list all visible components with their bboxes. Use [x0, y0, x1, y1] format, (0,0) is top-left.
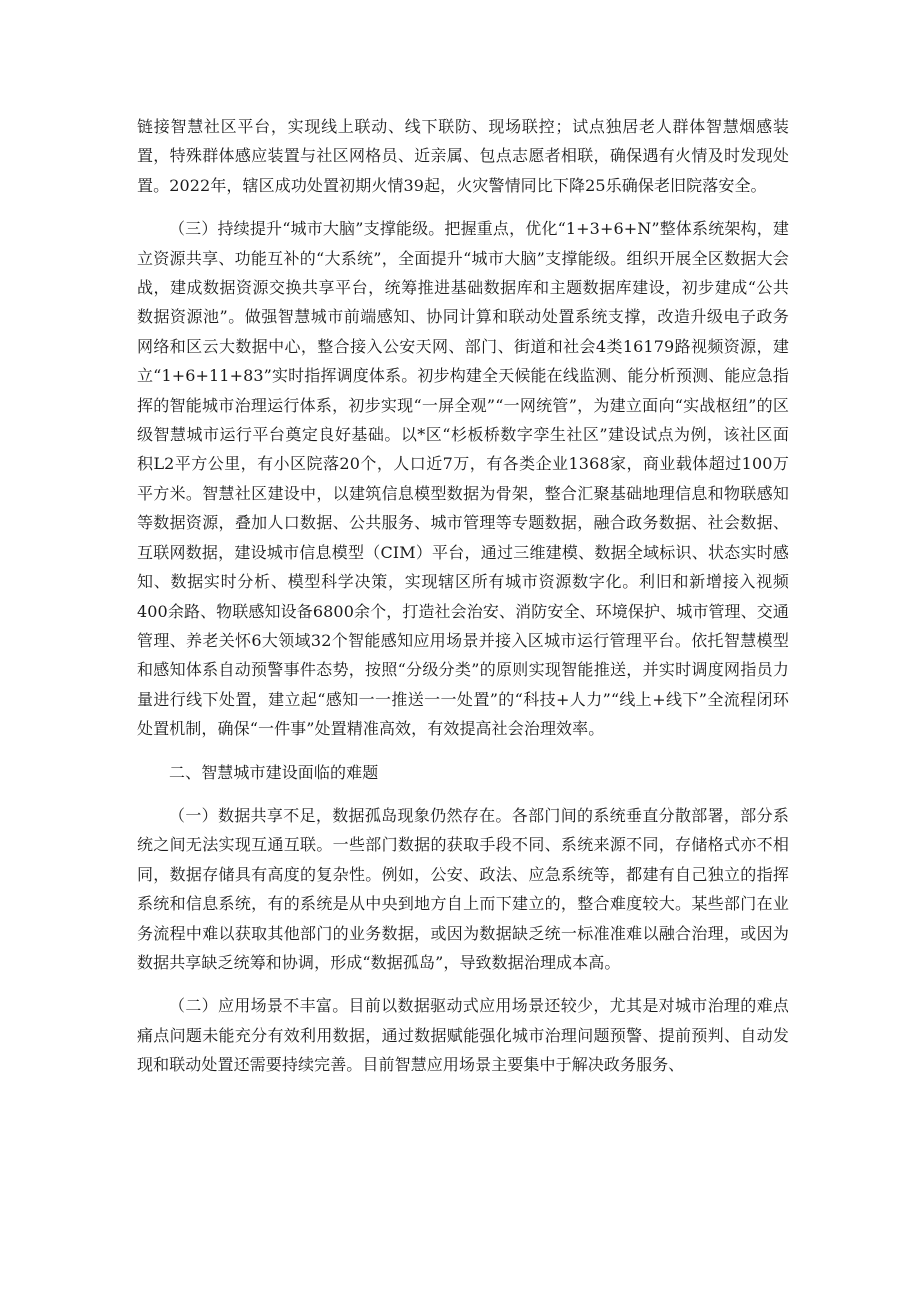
document-body	[137, 112, 789, 1094]
paragraph-continuation: 链接智慧社区平台，实现线上联动、线下联防、现场联控；试点独居老人群体智慧烟感装置，特殊群体感应装置与社区网格员、近亲属、包点志愿者相联，确保遇有火情及时发现处置。2022年，辖区成功处置初期火情39起，火灾警情同比下降25乐确保老旧院落安全。	[137, 117, 789, 195]
paragraph-application-scenarios: （二）应用场景不丰富。目前以数据驱动式应用场景还较少，尤其是对城市治理的难点痛点问题未能充分有效利用数据，通过数据赋能强化城市治理问题预警、提前预判、自动发现和联动处置还需要持续完善。目前智慧应用场景主要集中于解决政务服务、	[137, 996, 789, 1075]
paragraph-city-brain: （三）持续提升“城市大脑”支撑能级。把握重点，优化“1+3+6+N”整体系统架构，建立资源共享、功能互补的“大系统”，全面提升“城市大脑”支撑能级。组织开展全区数据大会战，建成数据资源交换共享平台，统筹推进基础数据库和主题数据库建设，初步建成“公共数据资源池”。做强智慧城市前端感知、协同计算和联动处置系统支撑，改造升级电子政务网络和区云大数据中心，整合接入公安天网、部门、街道和社会4类16179路视频资源，建立“1+6+11+83”实时指挥调度体系。初步构建全天候能在线监测、能分析预测、能应急指挥的智能城市治理运行体系，初步实现“一屏全观”“一网统管”，为建立面向“实战枢纽”的区级智慧城市运行平台奠定良好基础。以*区“杉板桥数字孪生社区”建设试点为例，该社区面积L2平方公里，有小区院落20个，人口近7万，有各类企业1368家，商业载体超过100万平方米。智慧社区建设中，以建筑信息模型数据为骨架，整合汇聚基础地理信息和物联感知等数据资源，叠加人口数据、公共服务、城市管理等专题数据，融合政务数据、社会数据、互联网数据，建设城市信息模型（CIM）平台，通过三维建模、数据全域标识、状态实时感知、数据实时分析、模型科学决策，实现辖区所有城市资源数字化。利旧和新增接入视频400余路、物联感知设备6800余个，打造社会治安、消防安全、环境保护、城市管理、交通管理、养老关怀6大领域32个智能感知应用场景并接入区城市运行管理平台。依托智慧模型和感知体系自动预警事件态势，按照“分级分类”的原则实现智能推送，并实时调度网指员力量进行线下处置，建立起“感知一一推送一一处置”的“科技+人力”“线上+线下”全流程闭环处置机制，确保“一件事”处置精准高效，有效提高社会治理效率。	[137, 219, 789, 739]
section-heading-challenges: 二、智慧城市建设面临的难题	[169, 762, 379, 782]
paragraph-data-sharing: （一）数据共享不足，数据孤岛现象仍然存在。各部门间的系统垂直分散部署，部分系统之间无法实现互通互联。一些部门数据的获取手段不同、系统来源不同，存储格式亦不相同，数据存储具有高度的复杂性。例如，公安、政法、应急系统等，都建有自己独立的指挥系统和信息系统，有的系统是从中央到地方自上而下建立的，整合难度较大。某些部门在业务流程中难以获取其他部门的业务数据，或因为数据缺乏统一标准准难以融合治理，或因为数据共享缺乏统筹和协调，形成“数据孤岛”，导致数据治理成本高。	[137, 805, 789, 972]
